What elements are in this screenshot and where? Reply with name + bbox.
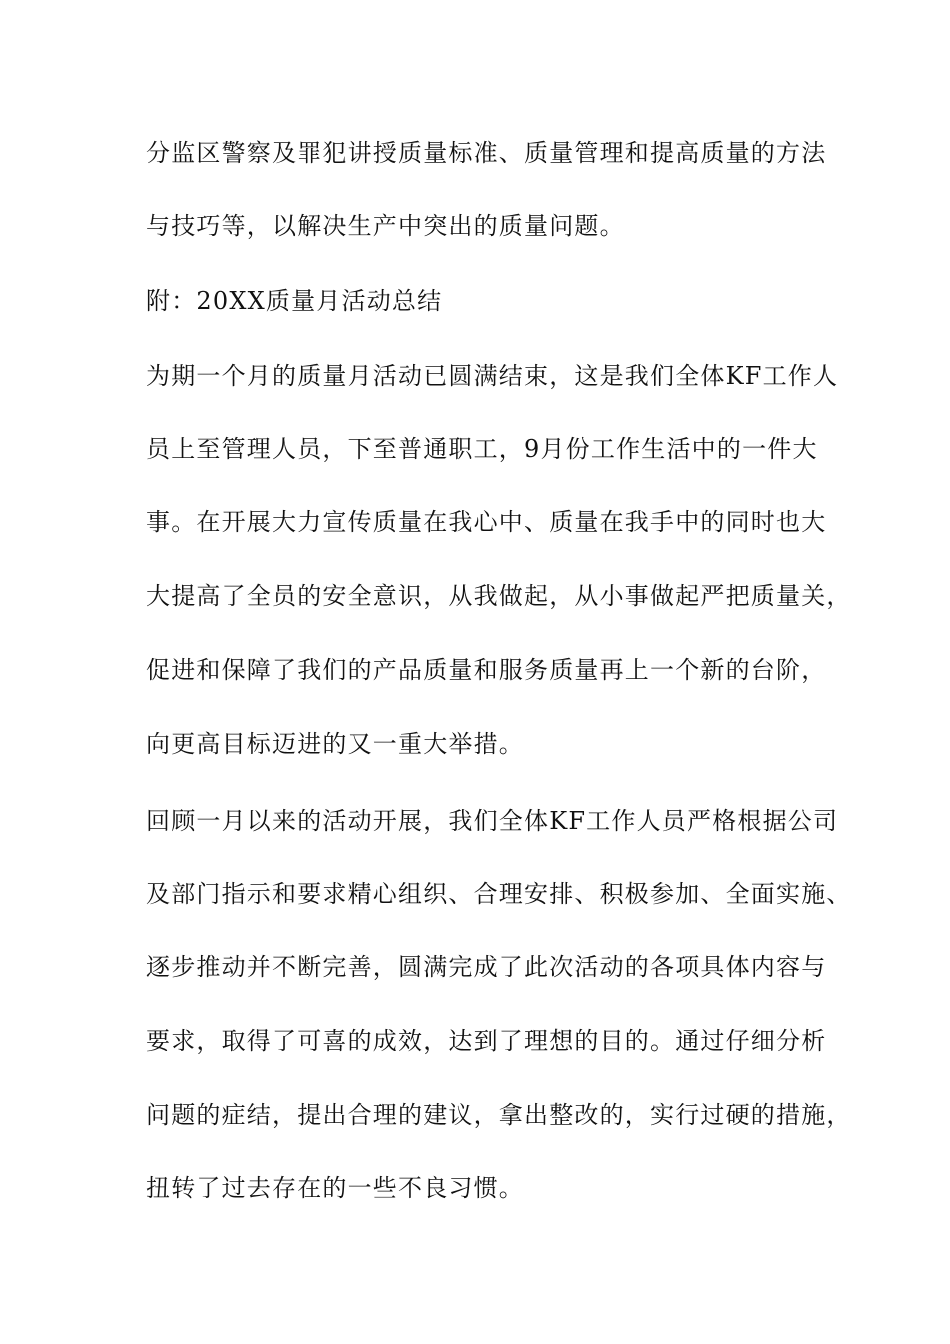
text-line-15: 扭转了过去存在的一些不良习惯。: [146, 1174, 524, 1202]
text-line-10: 回顾一月以来的活动开展，我们全体KF工作人员严格根据公司: [146, 807, 839, 835]
text-line-13: 要求，取得了可喜的成效，达到了理想的目的。通过仔细分析: [146, 1027, 827, 1055]
text-line-2: 与技巧等，以解决生产中突出的质量问题。: [146, 212, 625, 240]
attachment-heading: 附：20XX质量月活动总结: [146, 287, 443, 315]
text-line-4: 为期一个月的质量月活动已圆满结束，这是我们全体KF工作人: [146, 362, 839, 390]
text-line-9: 向更高目标迈进的又一重大举措。: [146, 730, 524, 758]
text-line-8: 促进和保障了我们的产品质量和服务质量再上一个新的台阶，: [146, 656, 827, 684]
text-line-14: 问题的症结，提出合理的建议，拿出整改的，实行过硬的措施，: [146, 1101, 852, 1129]
text-line-5: 员上至管理人员，下至普通职工，9月份工作生活中的一件大: [146, 435, 818, 463]
text-line-12: 逐步推动并不断完善，圆满完成了此次活动的各项具体内容与: [146, 953, 827, 981]
text-line-11: 及部门指示和要求精心组织、合理安排、积极参加、全面实施、: [146, 880, 852, 908]
text-line-6: 事。在开展大力宣传质量在我心中、质量在我手中的同时也大: [146, 508, 827, 536]
text-line-7: 大提高了全员的安全意识，从我做起，从小事做起严把质量关，: [146, 582, 852, 610]
text-line-1: 分监区警察及罪犯讲授质量标准、质量管理和提高质量的方法: [146, 139, 827, 167]
